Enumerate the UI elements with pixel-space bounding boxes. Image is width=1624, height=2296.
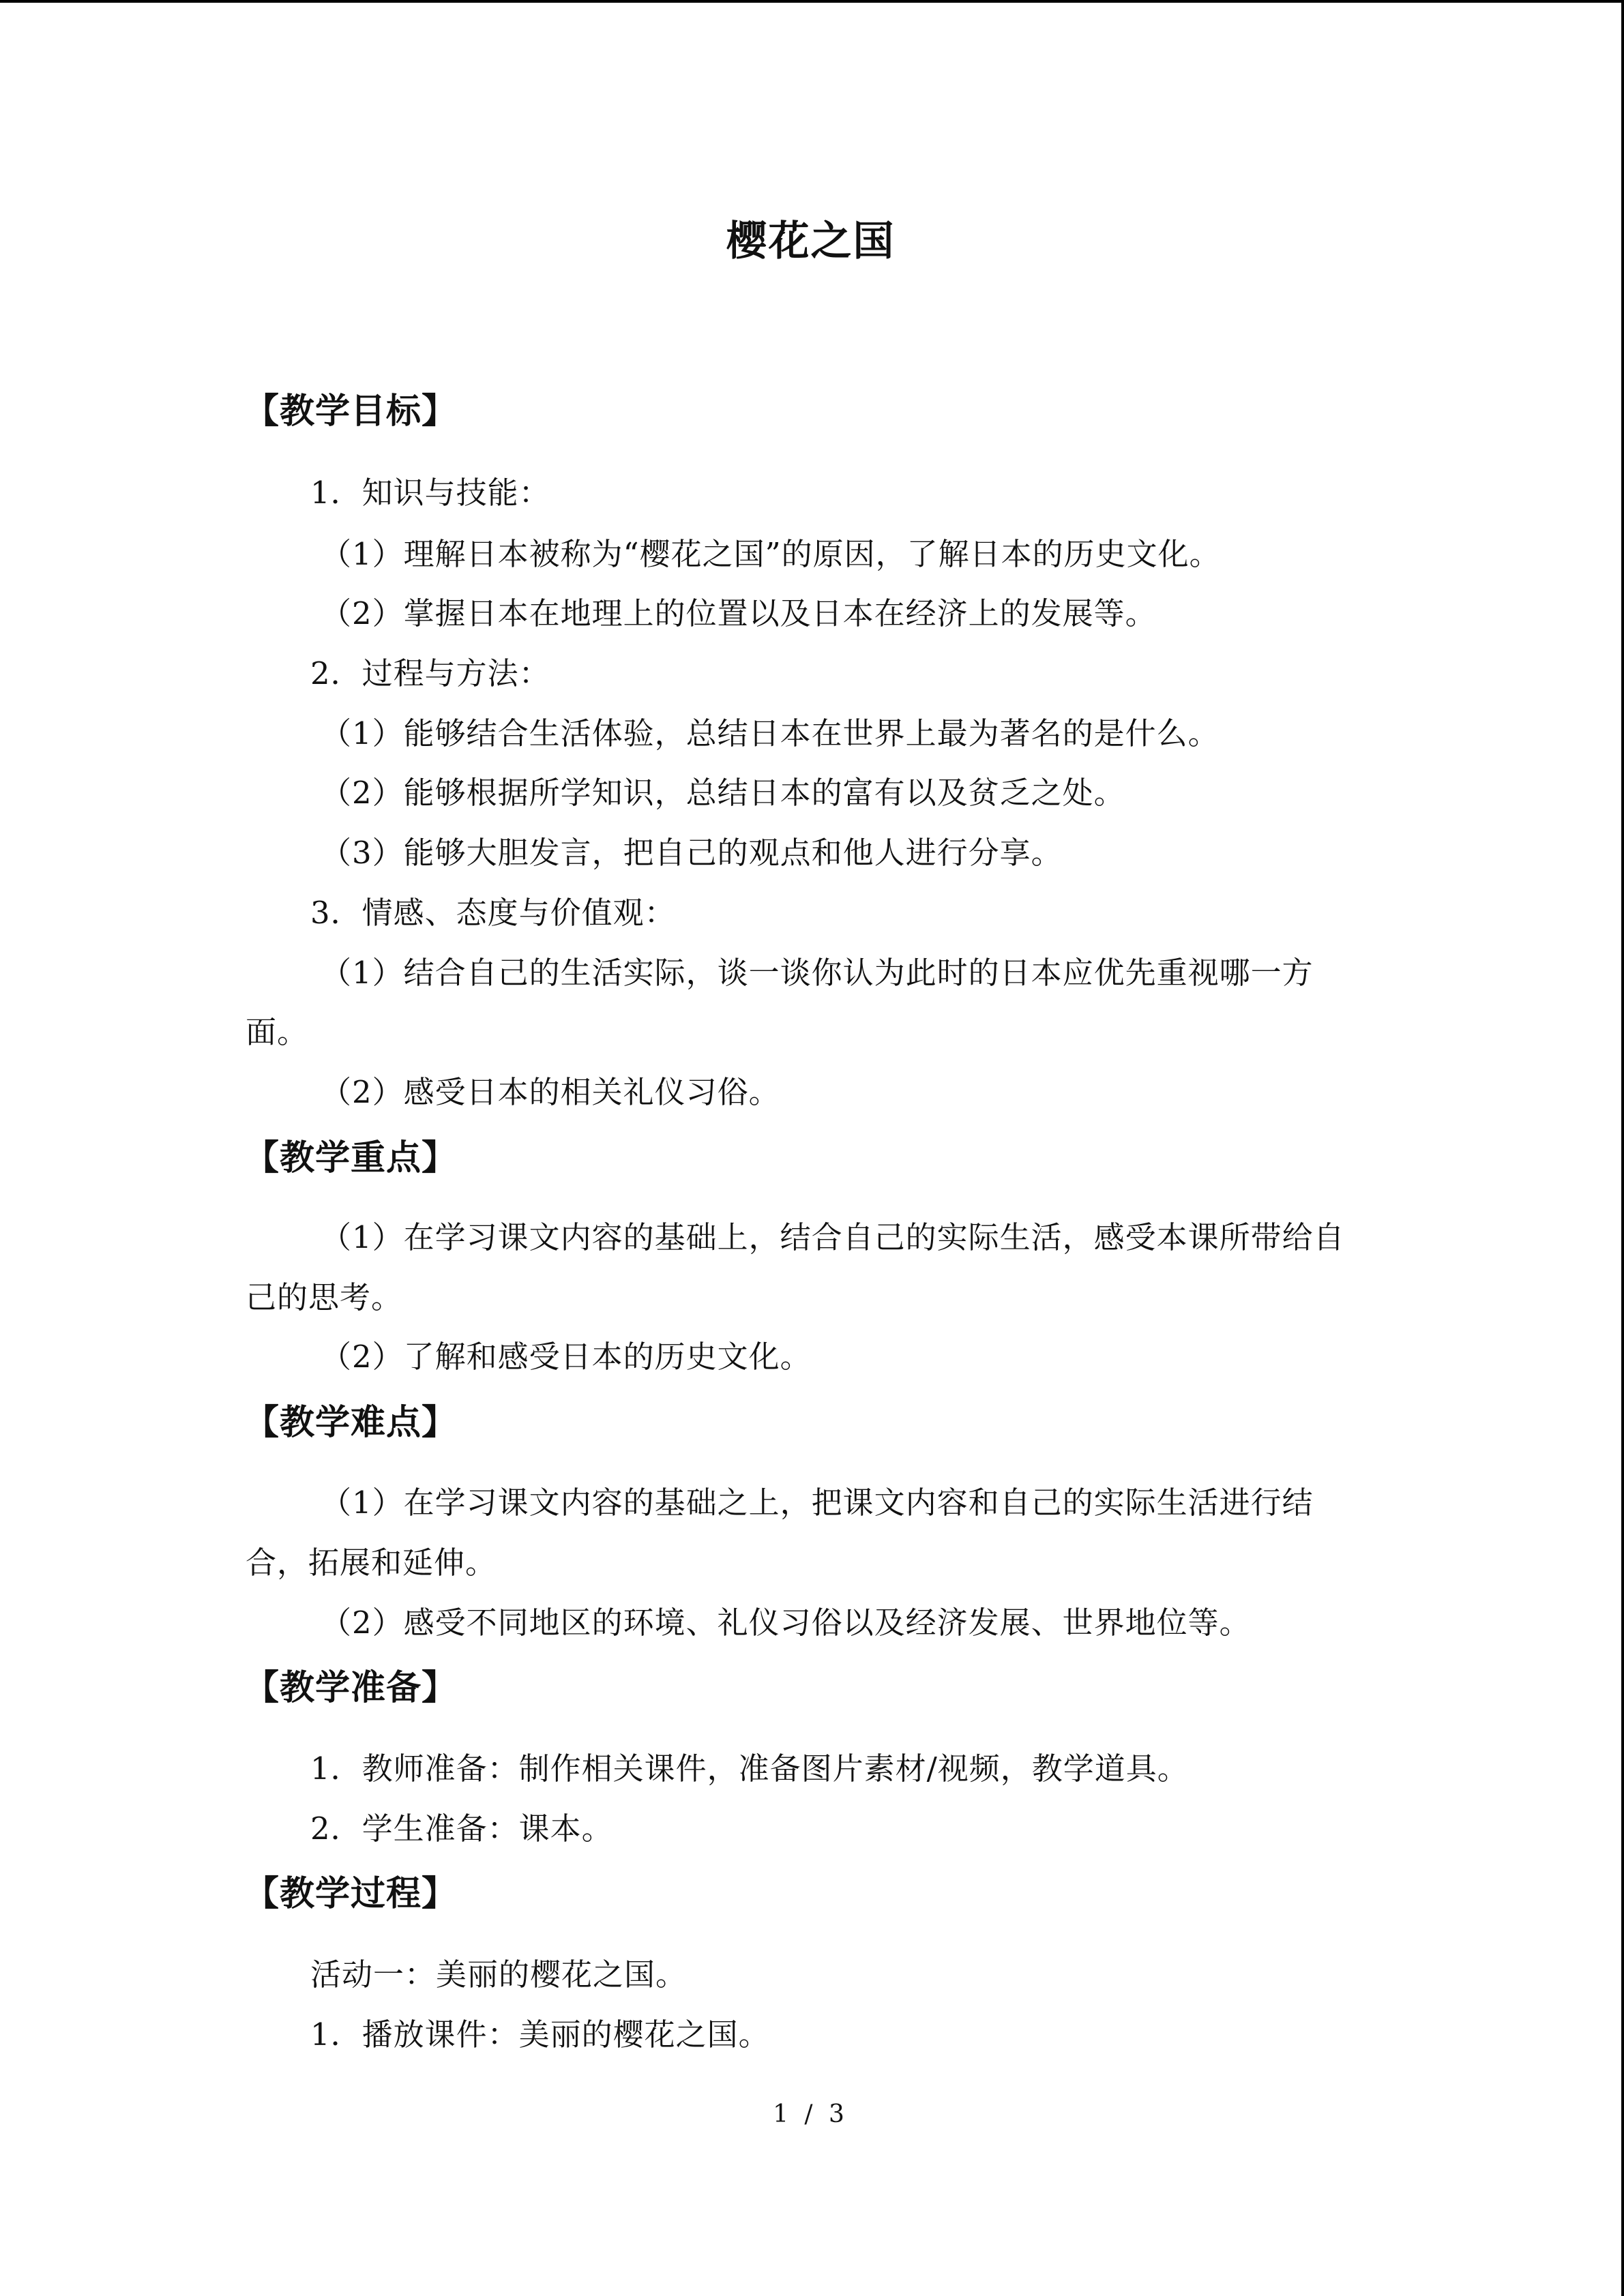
key-points-line-3: （2）了解和感受日本的历史文化。 [321, 1339, 812, 1375]
goals-line-9: （1）结合自己的生活实际，谈一谈你认为此时的日本应优先重视哪一方 [321, 955, 1314, 991]
difficulties-line-2: 合，拓展和延伸。 [246, 1545, 497, 1581]
goals-line-5: （1）能够结合生活体验，总结日本在世界上最为著名的是什么。 [321, 715, 1220, 751]
section-heading-goals: 【教学目标】 [244, 391, 458, 432]
goals-line-3: （2）掌握日本在地理上的位置以及日本在经济上的发展等。 [321, 595, 1157, 631]
key-points-line-1: （1）在学习课文内容的基础上，结合自己的实际生活，感受本课所带给自 [321, 1219, 1345, 1255]
goals-line-4: 2．过程与方法： [310, 655, 550, 691]
page-title: 樱花之国 [726, 218, 896, 265]
difficulties-line-3: （2）感受不同地区的环境、礼仪习俗以及经济发展、世界地位等。 [321, 1605, 1251, 1641]
preparation-line-2: 2．学生准备：课本。 [310, 1810, 613, 1847]
section-heading-key-points: 【教学重点】 [244, 1138, 458, 1178]
section-heading-difficulties: 【教学难点】 [244, 1403, 458, 1443]
goals-line-8: 3．情感、态度与价值观： [310, 895, 676, 931]
key-points-line-2: 己的思考。 [246, 1279, 403, 1315]
process-line-2: 1．播放课件：美丽的樱花之国。 [310, 2016, 770, 2053]
section-heading-process: 【教学过程】 [244, 1874, 458, 1914]
goals-line-2: （1）理解日本被称为“樱花之国”的原因，了解日本的历史文化。 [321, 536, 1221, 572]
page-number: 1 / 3 [773, 2100, 848, 2128]
preparation-line-1: 1．教师准备：制作相关课件，准备图片素材/视频，教学道具。 [310, 1750, 1189, 1787]
difficulties-line-1: （1）在学习课文内容的基础之上，把课文内容和自己的实际生活进行结 [321, 1485, 1314, 1521]
process-line-1: 活动一：美丽的樱花之国。 [310, 1956, 688, 1993]
goals-line-1: 1．知识与技能： [310, 475, 550, 511]
section-heading-preparation: 【教学准备】 [244, 1668, 458, 1708]
goals-line-11: （2）感受日本的相关礼仪习俗。 [321, 1074, 780, 1110]
goals-line-6: （2）能够根据所学知识，总结日本的富有以及贫乏之处。 [321, 775, 1125, 811]
goals-line-7: （3）能够大胆发言，把自己的观点和他人进行分享。 [321, 835, 1063, 871]
goals-line-10: 面。 [246, 1014, 309, 1050]
